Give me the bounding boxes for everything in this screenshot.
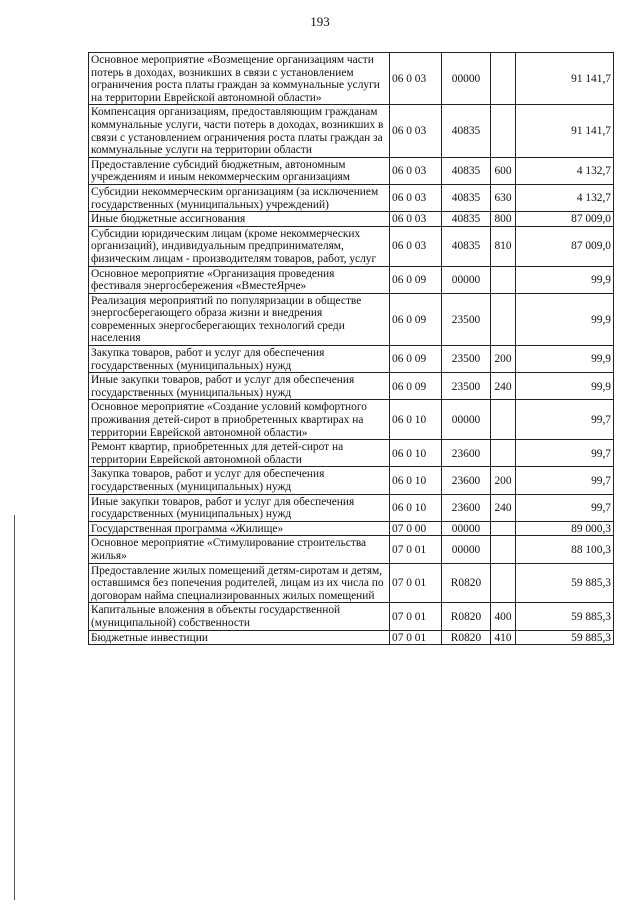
row-target-article-cell: 00000 — [442, 521, 491, 536]
row-name-cell: Основное мероприятие «Возмещение организациям части потерь в доходах, возникших в связи с установлением ограничения роста платы граждан за коммунальные услуги на территории Еврейской автономной области» — [89, 53, 390, 105]
row-expense-type-cell: 810 — [491, 226, 516, 266]
row-expense-type-cell — [491, 563, 516, 603]
row-amount-cell: 89 000,3 — [516, 521, 614, 536]
row-expense-type-cell — [491, 293, 516, 345]
row-name-cell: Иные закупки товаров, работ и услуг для обеспечения государственных (муниципальных) нужд — [89, 494, 390, 521]
row-target-article-cell: 00000 — [442, 536, 491, 563]
row-name-cell: Закупка товаров, работ и услуг для обеспечения государственных (муниципальных) нужд — [89, 346, 390, 373]
row-expense-type-cell: 800 — [491, 212, 516, 227]
table-row — [89, 212, 614, 227]
row-name-cell: Субсидии юридическим лицам (кроме некоммерческих организаций), индивидуальным предпринимателям, физическим лицам - производителям товаров, работ, услуг — [89, 226, 390, 266]
row-program-code-cell: 06 0 09 — [390, 346, 442, 373]
row-amount-cell: 99,7 — [516, 467, 614, 494]
table-row — [89, 157, 614, 184]
row-name-cell: Ремонт квартир, приобретенных для детей-сирот на территории Еврейской автономной области — [89, 440, 390, 467]
row-program-code-cell: 07 0 00 — [390, 521, 442, 536]
row-program-code-cell: 06 0 09 — [390, 266, 442, 293]
row-name-cell: Основное мероприятие «Организация проведения фестиваля энергосбережения «ВместеЯрче» — [89, 266, 390, 293]
row-program-code-cell: 06 0 03 — [390, 157, 442, 184]
row-name-cell: Иные закупки товаров, работ и услуг для обеспечения государственных (муниципальных) нужд — [89, 373, 390, 400]
row-expense-type-cell — [491, 266, 516, 293]
row-amount-cell: 59 885,3 — [516, 563, 614, 603]
row-expense-type-cell: 600 — [491, 157, 516, 184]
row-name-cell: Капитальные вложения в объекты государственной (муниципальной) собственности — [89, 603, 390, 630]
row-program-code-cell: 06 0 10 — [390, 400, 442, 440]
row-amount-cell: 4 132,7 — [516, 184, 614, 211]
row-name-cell: Основное мероприятие «Стимулирование строительства жилья» — [89, 536, 390, 563]
row-expense-type-cell — [491, 536, 516, 563]
row-target-article-cell: 23600 — [442, 494, 491, 521]
row-target-article-cell: 00000 — [442, 400, 491, 440]
row-name-cell: Предоставление жилых помещений детям-сиротам и детям, оставшимся без попечения родителей, лицам из их числа по договорам найма специализированных жилых помещений — [89, 563, 390, 603]
row-program-code-cell: 07 0 01 — [390, 603, 442, 630]
row-program-code-cell: 06 0 03 — [390, 212, 442, 227]
row-target-article-cell: 40835 — [442, 184, 491, 211]
row-target-article-cell: R0820 — [442, 603, 491, 630]
row-name-cell: Компенсация организациям, предоставляющим гражданам коммунальные услуги, части потерь в доходах, возникших в связи с установлением ограничения роста платы граждан за коммунальные услуги на территории области — [89, 105, 390, 157]
row-expense-type-cell: 630 — [491, 184, 516, 211]
row-expense-type-cell — [491, 440, 516, 467]
row-amount-cell: 99,9 — [516, 293, 614, 345]
table-row — [89, 53, 614, 105]
row-amount-cell: 59 885,3 — [516, 630, 614, 645]
row-target-article-cell: R0820 — [442, 563, 491, 603]
row-target-article-cell: 23600 — [442, 440, 491, 467]
row-target-article-cell: 23500 — [442, 346, 491, 373]
row-amount-cell: 99,9 — [516, 346, 614, 373]
table-row — [89, 521, 614, 536]
row-expense-type-cell: 200 — [491, 346, 516, 373]
row-target-article-cell: 40835 — [442, 226, 491, 266]
row-program-code-cell: 06 0 10 — [390, 440, 442, 467]
row-target-article-cell: 40835 — [442, 105, 491, 157]
table-row — [89, 226, 614, 266]
row-amount-cell: 87 009,0 — [516, 212, 614, 227]
row-expense-type-cell: 410 — [491, 630, 516, 645]
row-program-code-cell: 06 0 09 — [390, 373, 442, 400]
row-program-code-cell: 06 0 03 — [390, 184, 442, 211]
table-row — [89, 400, 614, 440]
table-row — [89, 440, 614, 467]
row-program-code-cell: 06 0 03 — [390, 53, 442, 105]
row-program-code-cell: 07 0 01 — [390, 536, 442, 563]
row-amount-cell: 99,9 — [516, 373, 614, 400]
budget-table — [88, 52, 614, 645]
table-row — [89, 563, 614, 603]
row-target-article-cell: 40835 — [442, 157, 491, 184]
row-name-cell: Иные бюджетные ассигнования — [89, 212, 390, 227]
table-row — [89, 373, 614, 400]
row-amount-cell: 99,7 — [516, 494, 614, 521]
row-expense-type-cell: 400 — [491, 603, 516, 630]
table-row — [89, 630, 614, 645]
table-row — [89, 467, 614, 494]
row-amount-cell: 59 885,3 — [516, 603, 614, 630]
row-amount-cell: 87 009,0 — [516, 226, 614, 266]
row-name-cell: Предоставление субсидий бюджетным, автономным учреждениям и иным некоммерческим организациям — [89, 157, 390, 184]
row-amount-cell: 91 141,7 — [516, 105, 614, 157]
row-target-article-cell: 23500 — [442, 293, 491, 345]
table-row — [89, 266, 614, 293]
row-amount-cell: 99,7 — [516, 400, 614, 440]
row-program-code-cell: 07 0 01 — [390, 563, 442, 603]
row-amount-cell: 99,9 — [516, 266, 614, 293]
row-expense-type-cell: 200 — [491, 467, 516, 494]
row-program-code-cell: 06 0 10 — [390, 467, 442, 494]
row-target-article-cell: 23600 — [442, 467, 491, 494]
table-row — [89, 105, 614, 157]
row-expense-type-cell — [491, 53, 516, 105]
row-target-article-cell: R0820 — [442, 630, 491, 645]
row-program-code-cell: 06 0 10 — [390, 494, 442, 521]
scan-edge-line — [14, 515, 15, 900]
row-expense-type-cell — [491, 521, 516, 536]
row-program-code-cell: 06 0 03 — [390, 105, 442, 157]
row-program-code-cell: 07 0 01 — [390, 630, 442, 645]
row-target-article-cell: 00000 — [442, 266, 491, 293]
row-expense-type-cell — [491, 400, 516, 440]
row-amount-cell: 99,7 — [516, 440, 614, 467]
table-row — [89, 603, 614, 630]
budget-table-body — [89, 53, 614, 645]
row-name-cell: Государственная программа «Жилище» — [89, 521, 390, 536]
row-expense-type-cell: 240 — [491, 494, 516, 521]
row-amount-cell: 4 132,7 — [516, 157, 614, 184]
row-expense-type-cell: 240 — [491, 373, 516, 400]
table-row — [89, 293, 614, 345]
row-name-cell: Реализация мероприятий по популяризации в обществе энергосберегающего образа жизни и внедрения современных энергосберегающих технологий среди населения — [89, 293, 390, 345]
row-target-article-cell: 23500 — [442, 373, 491, 400]
row-name-cell: Субсидии некоммерческим организациям (за исключением государственных (муниципальных) учреждений) — [89, 184, 390, 211]
table-row — [89, 184, 614, 211]
row-target-article-cell: 40835 — [442, 212, 491, 227]
row-amount-cell: 91 141,7 — [516, 53, 614, 105]
table-row — [89, 536, 614, 563]
row-expense-type-cell — [491, 105, 516, 157]
row-name-cell: Закупка товаров, работ и услуг для обеспечения государственных (муниципальных) нужд — [89, 467, 390, 494]
row-program-code-cell: 06 0 09 — [390, 293, 442, 345]
row-program-code-cell: 06 0 03 — [390, 226, 442, 266]
row-target-article-cell: 00000 — [442, 53, 491, 105]
table-row — [89, 346, 614, 373]
page-number: 193 — [310, 14, 330, 29]
table-row — [89, 494, 614, 521]
row-name-cell: Основное мероприятие «Создание условий комфортного проживания детей-сирот в приобретенных квартирах на территории Еврейской автономной области» — [89, 400, 390, 440]
row-name-cell: Бюджетные инвестиции — [89, 630, 390, 645]
row-amount-cell: 88 100,3 — [516, 536, 614, 563]
